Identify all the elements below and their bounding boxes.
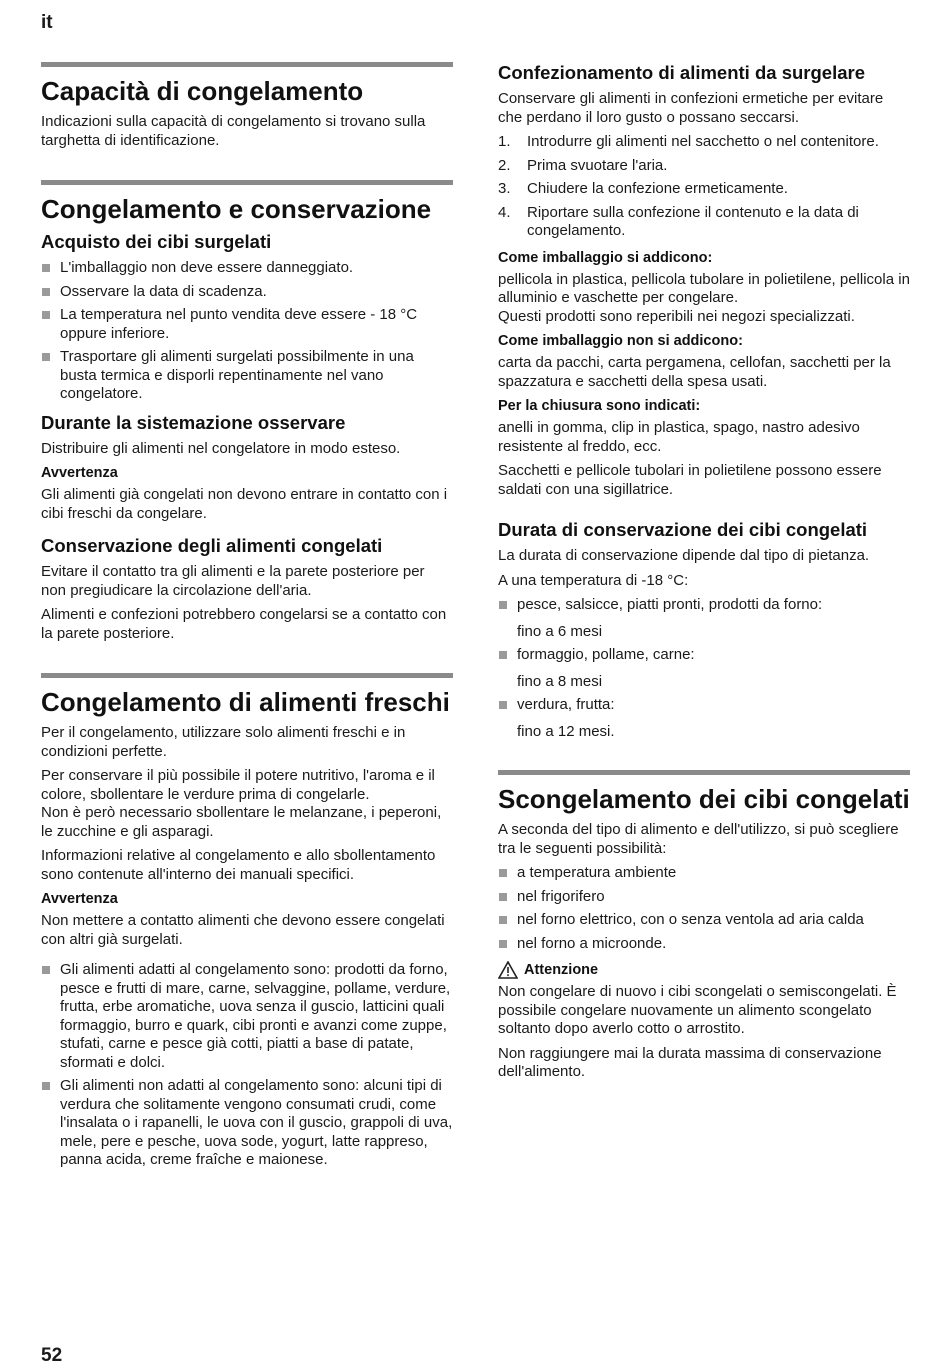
- note-title: Avvertenza: [41, 465, 118, 481]
- section-title-freezing-storage: Congelamento e conservazione: [41, 194, 432, 224]
- note-title: Avvertenza: [41, 891, 118, 907]
- step-text: Prima svuotare l'aria.: [527, 156, 668, 174]
- freezing-capacity-text: Indicazioni sulla capacità di congelamento si trovano sulla targhetta di identificazione.: [41, 113, 426, 149]
- closure-text-2: Sacchetti e pellicole tubolari in polietilene possono essere saldati con una sigillatrice.: [498, 462, 882, 498]
- thawing-text: A seconda del tipo di alimento e dell'utilizzo, si può scegliere tra le seguenti possibilità:: [498, 821, 899, 857]
- fresh-food-list: [41, 961, 453, 1170]
- language-label: it: [41, 12, 53, 33]
- list-item: formaggio, pollame, carne:: [498, 646, 910, 665]
- right-column: [498, 62, 910, 1088]
- thawing-list: [498, 864, 910, 953]
- note-text: Gli alimenti già congelati non devono entrare in contatto con i cibi freschi da congelare.: [41, 486, 448, 522]
- warning-text-1: Non congelare di nuovo i cibi scongelati o semiscongelati. È possibile congelare nuovamente un alimento scongelato soltanto dopo averlo cotto o arrostito.: [498, 983, 897, 1037]
- storage-text-1: Evitare il contatto tra gli alimenti e la parete posteriore per non pregiudicare la circolazione dell'aria.: [41, 563, 425, 599]
- warning-heading: [498, 961, 910, 979]
- subsection-title-placement: Durante la sistemazione osservare: [41, 411, 346, 433]
- page-number: 52: [41, 1345, 63, 1366]
- suitable-packaging-text: [498, 271, 910, 327]
- step-number: 1.: [498, 133, 511, 150]
- duration-text-1: La durata di conservazione dipende dal tipo di pietanza.: [498, 547, 870, 564]
- subsection-title-duration: Durata di conservazione dei cibi congelati: [498, 519, 868, 540]
- duration-value: fino a 12 mesi.: [517, 722, 615, 740]
- section-title-freezing-capacity: Capacità di congelamento: [41, 76, 364, 106]
- step-item: [498, 133, 910, 152]
- subsection-title-buying: Acquisto dei cibi surgelati: [41, 231, 272, 252]
- closure-text: anelli in gomma, clip in plastica, spago, nastro adesivo resistente al freddo, ecc.: [498, 419, 860, 455]
- list-item: a temperatura ambiente: [498, 864, 910, 883]
- duration-value: fino a 6 mesi: [517, 622, 603, 640]
- list-item: nel forno a microonde.: [498, 935, 910, 954]
- packaging-steps: [498, 133, 910, 241]
- section-divider: [41, 62, 453, 67]
- step-text: Chiudere la confezione ermeticamente.: [527, 180, 788, 197]
- warning-triangle-icon: [498, 961, 518, 979]
- duration-list: [498, 696, 910, 715]
- step-item: [498, 180, 910, 199]
- storage-text-2: Alimenti e confezioni potrebbero congelarsi se a contatto con la parete posteriore.: [41, 606, 447, 642]
- step-item: [498, 157, 910, 176]
- section-divider: [41, 180, 453, 185]
- duration-value: fino a 8 mesi: [517, 672, 603, 690]
- step-text: Introdurre gli alimenti nel sacchetto o nel contenitore.: [527, 133, 879, 150]
- list-item: verdura, frutta:: [498, 696, 910, 715]
- unsuitable-packaging-title: Come imballaggio non si addicono:: [498, 333, 743, 349]
- list-item: nel forno elettrico, con o senza ventola ad aria calda: [498, 911, 910, 930]
- step-number: 3.: [498, 180, 511, 197]
- packaging-text: Conservare gli alimenti in confezioni ermetiche per evitare che perdano il loro gusto o possano seccarsi.: [498, 90, 884, 126]
- fresh-text-1: Per il congelamento, utilizzare solo alimenti freschi e in condizioni perfette.: [41, 724, 406, 760]
- left-column: [41, 62, 453, 1178]
- step-number: 2.: [498, 156, 511, 174]
- list-item: L'imballaggio non deve essere danneggiato.: [41, 259, 453, 278]
- list-item: Trasportare gli alimenti surgelati possibilmente in una busta termica e disporli repentinamente nel vano congelatore.: [41, 348, 453, 404]
- step-item: [498, 204, 910, 241]
- warning-title: Attenzione: [524, 962, 599, 978]
- subsection-title-packaging: Confezionamento di alimenti da surgelare: [498, 62, 865, 83]
- placement-text: Distribuire gli alimenti nel congelatore in modo esteso.: [41, 439, 401, 457]
- list-item: pesce, salsicce, piatti pronti, prodotti da forno:: [498, 596, 910, 615]
- section-title-fresh-food: Congelamento di alimenti freschi: [41, 687, 450, 717]
- list-item: Gli alimenti non adatti al congelamento sono: alcuni tipi di verdura che solitamente vengono consumati crudi, come l'insalata o i rapanelli, le uova con il guscio, grappoli di uva, mele, pere e pesche, uova sode, yogurt, latte rappreso, panna acida, creme fraîche e maionese.: [41, 1077, 453, 1170]
- section-divider: [498, 770, 910, 775]
- fresh-text-2b: Non è però necessario sbollentare le melanzane, i peperoni, le zucchine e gli asparagi.: [41, 804, 442, 840]
- section-divider: [41, 673, 453, 678]
- section-title-thawing: Scongelamento dei cibi congelati: [498, 784, 910, 814]
- fresh-text-3: Informazioni relative al congelamento e allo sbollentamento sono contenute all'interno dei manuali specifici.: [41, 847, 436, 883]
- note-text: Non mettere a contatto alimenti che devono essere congelati con altri già surgelati.: [41, 912, 445, 948]
- step-number: 4.: [498, 203, 511, 221]
- list-item: nel frigorifero: [498, 888, 910, 907]
- fresh-text-2a: Per conservare il più possibile il potere nutritivo, l'aroma e il colore, sbollentare le verdure prima di congelarle.: [41, 767, 435, 803]
- subsection-title-storage: Conservazione degli alimenti congelati: [41, 535, 383, 556]
- suitable-packaging-list: pellicola in plastica, pellicola tubolare in polietilene, pellicola in alluminio e vaschette per congelare.: [498, 270, 910, 306]
- buying-list: [41, 259, 453, 404]
- step-text: Riportare sulla confezione il contenuto e la data di congelamento.: [527, 203, 859, 239]
- suitable-packaging-note: Questi prodotti sono reperibili nei negozi specializzati.: [498, 307, 855, 325]
- duration-list: [498, 646, 910, 665]
- fresh-text-2: [41, 767, 453, 841]
- warning-text-2: Non raggiungere mai la durata massima di conservazione dell'alimento.: [498, 1044, 882, 1080]
- unsuitable-packaging-text: carta da pacchi, carta pergamena, cellofan, sacchetti per la spazzatura e sacchetti della spesa usati.: [498, 354, 891, 390]
- duration-list: [498, 596, 910, 615]
- closure-title: Per la chiusura sono indicati:: [498, 398, 701, 414]
- duration-text-2: A una temperatura di -18 °C:: [498, 571, 689, 589]
- list-item: Osservare la data di scadenza.: [41, 283, 453, 302]
- suitable-packaging-title: Come imballaggio si addicono:: [498, 249, 713, 266]
- list-item: Gli alimenti adatti al congelamento sono: prodotti da forno, pesce e frutti di mare, carne, selvaggine, pollame, verdure, frutta, erbe aromatiche, uova senza il guscio, latticini quali formaggio, burro e quark, cibi pronti e avanzi come zuppe, stufati, carne e pesce già cotti, piatti a base di patate, sformati e dolci.: [41, 961, 453, 1072]
- list-item: La temperatura nel punto vendita deve essere - 18 °C oppure inferiore.: [41, 306, 453, 343]
